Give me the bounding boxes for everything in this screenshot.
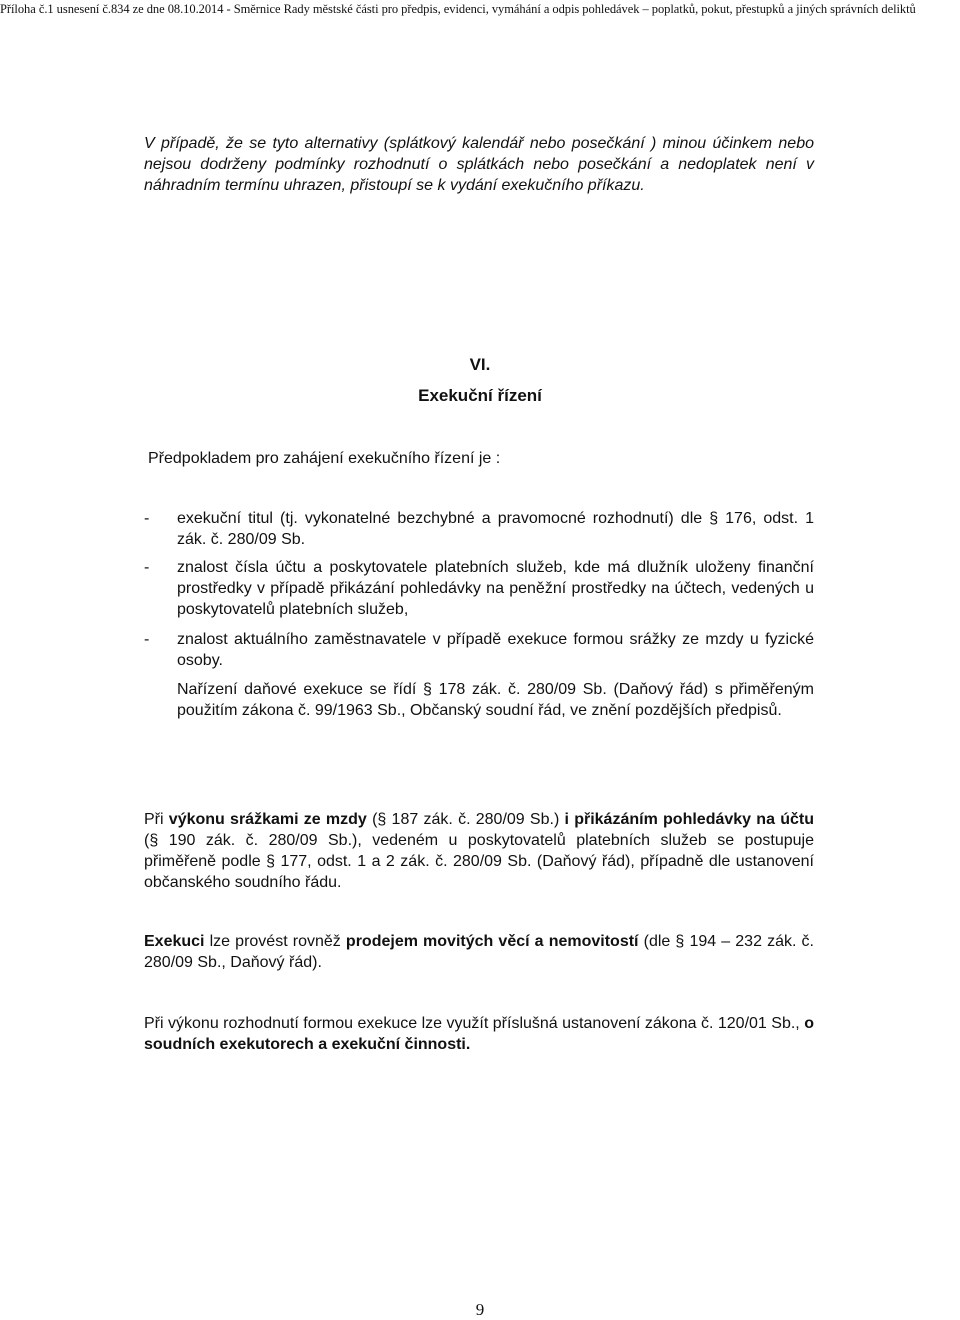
text-run: (§ 187 zák. č. 280/09 Sb.) xyxy=(366,811,565,828)
bold-text-run: prodejem movitých věcí a nemovitostí xyxy=(345,933,639,950)
list-dash: - xyxy=(144,559,150,576)
text-run: (dle § 194 – 232 zák. č. 280/09 Sb., Daňový řád). xyxy=(144,933,814,971)
prerequisite-item xyxy=(144,508,814,550)
document-header: Příloha č.1 usnesení č.834 ze dne 08.10.2014 - Směrnice Rady městské části pro předpis, evidenci, vymáhání a odpis pohledávek – poplatků, pokut, přestupků a jiných správních deliktů xyxy=(0,2,916,16)
prerequisite-item xyxy=(144,629,814,671)
intro-paragraph: V případě, že se tyto alternativy (splátkový kalendář nebo posečkání ) minou účinkem nebo nejsou dodrženy podmínky rozhodnutí o splátkách nebo posečkání a nedoplatek není v náhradním termínu uhrazen, přistoupí se k vydání exekučního příkazu. xyxy=(144,135,814,194)
section-number: VI. xyxy=(469,355,491,374)
bold-text-run: výkonu srážkami ze mzdy xyxy=(168,811,367,828)
prerequisite-text: znalost čísla účtu a poskytovatele platebních služeb, kde má dlužník uloženy finanční prostředky v případě přikázání pohledávky na peněžní prostředky na účtech, vedených u poskytovatelů platebních služeb, xyxy=(177,559,814,618)
prerequisite-text: znalost aktuálního zaměstnavatele v případě exekuce formou srážky ze mzdy u fyzické osoby. xyxy=(177,631,814,669)
bold-text-run: o soudních exekutorech a exekuční činnosti. xyxy=(144,1015,814,1053)
prerequisite-text: exekuční titul (tj. vykonatelné bezchybné a pravomocné rozhodnutí) dle § 176, odst. 1 zák. č. 280/09 Sb. xyxy=(177,510,814,548)
page-number: 9 xyxy=(475,1300,485,1319)
regulation-text: Nařízení daňové exekuce se řídí § 178 zák. č. 280/09 Sb. (Daňový řád) s přiměřeným použitím zákona č. 99/1963 Sb., Občanský soudní řád, ve znění pozdějších předpisů. xyxy=(177,681,814,719)
text-run: (§ 190 zák. č. 280/09 Sb.), vedeném u poskytovatelů platebních služeb se postupuje přiměřeně podle § 177, odst. 1 a 2 zák. č. 280/09 Sb. (Daňový řád), případně dle ustanovení občanského soudního řádu. xyxy=(144,832,814,891)
list-dash: - xyxy=(144,631,150,648)
prerequisites-lead: Předpokladem pro zahájení exekučního řízení je : xyxy=(148,450,501,467)
text-run: Při xyxy=(144,811,169,828)
wage-deduction-paragraph xyxy=(144,809,814,893)
text-run: Při výkonu rozhodnutí formou exekuce lze využít příslušná ustanovení zákona č. 120/01 Sb., xyxy=(144,1015,805,1032)
sale-paragraph xyxy=(144,931,814,973)
list-dash: - xyxy=(144,510,150,527)
bold-text-run: i přikázáním pohledávky na účtu xyxy=(564,811,814,828)
regulation-paragraph xyxy=(144,679,814,721)
bailiff-paragraph xyxy=(144,1013,814,1055)
prerequisite-item xyxy=(144,557,814,620)
text-run: lze provést rovněž xyxy=(204,933,346,950)
section-title: Exekuční řízení xyxy=(418,386,542,405)
bold-text-run: Exekuci xyxy=(144,933,205,950)
